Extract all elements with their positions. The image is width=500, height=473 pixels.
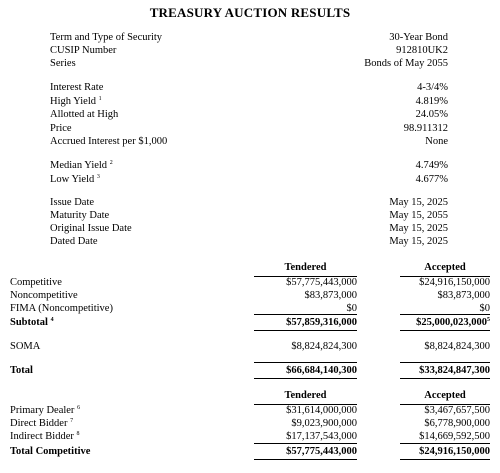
tendered-value: $57,775,443,000 [286, 277, 357, 288]
row-label: Noncompetitive [10, 290, 78, 301]
footnote-marker: 6 [77, 405, 81, 411]
table-row-soma [0, 340, 500, 354]
date-label: Dated Date [50, 236, 98, 247]
row-label: Primary Dealer $^6$ [10, 405, 81, 416]
date-value: May 15, 2025 [389, 223, 448, 234]
tendered-value: $8,824,824,300 [291, 341, 357, 352]
table-row-indirect-bidder [0, 430, 500, 444]
yield-value: 4.677% [415, 174, 448, 185]
row-label: FIMA (Noncompetitive) [10, 303, 113, 314]
date-row-maturity [0, 209, 500, 223]
table1-header-tendered: Tendered [284, 262, 327, 273]
yield-label: Low Yield $^3$ [50, 174, 100, 185]
accepted-value: $83,873,000 [437, 290, 490, 301]
yield-label: Median Yield $^2$ [50, 160, 113, 171]
total-competitive-rule [254, 443, 357, 444]
total-competitive-underline [400, 459, 490, 460]
accepted-value: $25,000,023,000$^5$ [416, 317, 490, 328]
date-value: May 15, 2025 [389, 197, 448, 208]
row-label: Total [10, 365, 33, 376]
table-row-noncompetitive [0, 289, 500, 303]
tendered-value: $17,137,543,000 [286, 431, 357, 442]
security-label: Term and Type of Security [50, 32, 163, 43]
security-row-series [0, 57, 500, 71]
footnote-marker: 7 [70, 418, 74, 424]
subtotal-underline [400, 330, 490, 331]
table-row-total [0, 364, 500, 378]
rate-label: Allotted at High [50, 109, 119, 120]
total-competitive-rule [400, 443, 490, 444]
rate-row-allotted [0, 108, 500, 122]
date-row-original-issue [0, 222, 500, 236]
footnote-marker: 5 [487, 317, 490, 323]
security-label: Series [50, 58, 76, 69]
security-value: 30-Year Bond [389, 32, 448, 43]
rate-value: None [425, 136, 448, 147]
rate-value: 24.05% [415, 109, 448, 120]
date-value: May 15, 2025 [389, 236, 448, 247]
tendered-value: $31,614,000,000 [286, 405, 357, 416]
rate-row-interest [0, 81, 500, 95]
footnote-marker: 8 [76, 431, 80, 437]
accepted-value: $24,916,150,000 [419, 277, 490, 288]
tendered-value: $83,873,000 [304, 290, 357, 301]
footnote-marker: 2 [109, 160, 113, 166]
yield-value: 4.749% [415, 160, 448, 171]
subtotal-rule [400, 314, 490, 315]
accepted-value: $3,467,657,500 [424, 405, 490, 416]
date-row-issue [0, 196, 500, 210]
rate-label: Interest Rate [50, 82, 104, 93]
rate-label: High Yield $^1$ [50, 96, 102, 107]
security-row-cusip [0, 44, 500, 58]
table-row-subtotal [0, 316, 500, 330]
rate-row-high-yield [0, 95, 500, 109]
table2-header-accepted: Accepted [424, 390, 466, 401]
accepted-value: $0 [479, 303, 490, 314]
security-value: 912810UK2 [396, 45, 448, 56]
tendered-value: $57,775,443,000 [286, 446, 357, 457]
rate-value: 4-3/4% [417, 82, 448, 93]
row-label: Indirect Bidder $^8$ [10, 431, 80, 442]
tendered-value: $9,023,900,000 [291, 418, 357, 429]
total-underline [254, 378, 357, 379]
footnote-marker: 1 [98, 96, 102, 102]
table-row-primary-dealer [0, 404, 500, 418]
row-label: SOMA [10, 341, 41, 352]
rate-label: Accrued Interest per $1,000 [50, 136, 168, 147]
row-label: Subtotal $^4$ [10, 317, 54, 328]
total-underline [400, 378, 490, 379]
footnote-marker: 4 [50, 317, 54, 323]
accepted-value: $14,669,592,500 [419, 431, 490, 442]
date-value: May 15, 2055 [389, 210, 448, 221]
footnote-marker: 3 [96, 174, 100, 180]
total-rule [254, 362, 357, 363]
tendered-value: $66,684,140,300 [286, 365, 357, 376]
accepted-value: $6,778,900,000 [424, 418, 490, 429]
table1-header-accepted: Accepted [424, 262, 466, 273]
yield-row-median [0, 159, 500, 173]
accepted-value: $33,824,847,300 [419, 365, 490, 376]
table-row-total-competitive [0, 445, 500, 459]
date-label: Maturity Date [50, 210, 110, 221]
row-label: Total Competitive [10, 446, 91, 457]
date-label: Issue Date [50, 197, 95, 208]
date-row-dated [0, 235, 500, 249]
table-row-competitive [0, 276, 500, 290]
table-row-direct-bidder [0, 417, 500, 431]
table2-header-tendered: Tendered [284, 390, 327, 401]
rate-row-price [0, 122, 500, 136]
row-label: Competitive [10, 277, 62, 288]
accepted-value: $8,824,824,300 [424, 341, 490, 352]
subtotal-rule [254, 314, 357, 315]
yield-row-low [0, 173, 500, 187]
security-row-term [0, 31, 500, 45]
row-label: Direct Bidder $^7$ [10, 418, 74, 429]
total-competitive-underline [254, 459, 357, 460]
rate-value: 98.911312 [403, 123, 448, 134]
rate-value: 4.819% [415, 96, 448, 107]
security-label: CUSIP Number [50, 45, 117, 56]
accepted-value: $24,916,150,000 [419, 446, 490, 457]
total-rule [400, 362, 490, 363]
rate-row-accrued [0, 135, 500, 149]
tendered-value: $0 [346, 303, 357, 314]
tendered-value: $57,859,316,000 [286, 317, 357, 328]
page-title: TREASURY AUCTION RESULTS [149, 5, 351, 20]
security-value: Bonds of May 2055 [364, 58, 448, 69]
date-label: Original Issue Date [50, 223, 132, 234]
rate-label: Price [50, 123, 72, 134]
subtotal-underline [254, 330, 357, 331]
